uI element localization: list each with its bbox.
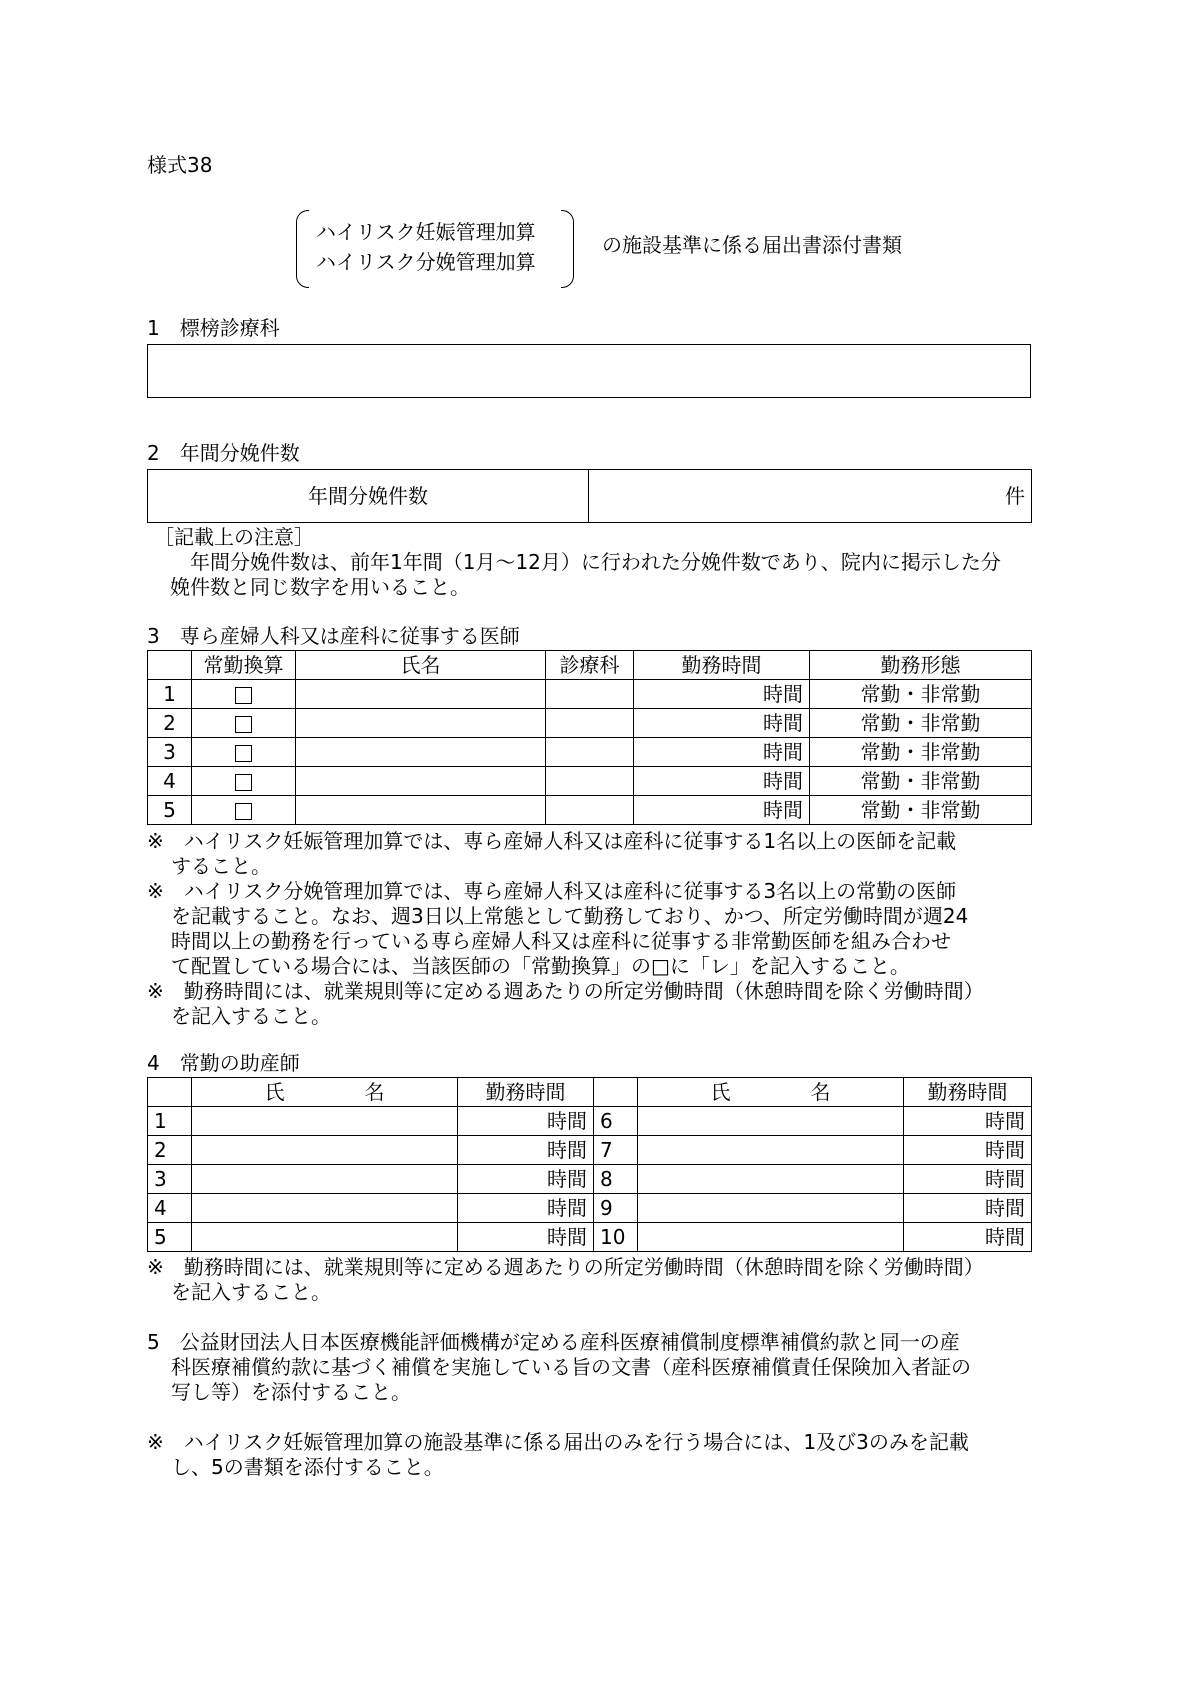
- row-number: 3: [148, 738, 192, 767]
- hours-field[interactable]: [634, 709, 810, 738]
- name-field[interactable]: [192, 1107, 458, 1136]
- annual-deliveries-unit: 件: [1005, 484, 1025, 508]
- section-5-line: 科医療補償約款に基づく補償を実施している旨の文書（産科医療補償責任保険加入者証の: [171, 1355, 971, 1379]
- hours-unit: 時間: [763, 740, 803, 764]
- note-item: [147, 979, 1037, 1029]
- hours-unit: 時間: [547, 1167, 587, 1191]
- physician-table-header: [148, 651, 1032, 680]
- section-4-note: [147, 1255, 1037, 1305]
- hours-field[interactable]: [458, 1107, 594, 1136]
- name-field[interactable]: [296, 738, 546, 767]
- row-number: 10: [594, 1223, 638, 1252]
- section-2-heading: 2 年間分娩件数: [147, 441, 300, 465]
- fte-checkbox[interactable]: [235, 803, 252, 820]
- hours-unit: 時間: [985, 1196, 1025, 1220]
- form-number: 様式38: [147, 153, 213, 177]
- note-line: 娩件数と同じ数字を用いること。: [170, 575, 470, 599]
- hours-field[interactable]: [458, 1165, 594, 1194]
- row-number: 1: [148, 1107, 192, 1136]
- header-name: 氏名: [296, 651, 546, 680]
- hours-field[interactable]: [904, 1223, 1032, 1252]
- note-item: [147, 829, 1037, 879]
- table-row: [148, 1136, 1032, 1165]
- fte-checkbox-cell: [192, 767, 296, 796]
- note-line: すること。: [171, 854, 271, 878]
- name-field[interactable]: [638, 1165, 904, 1194]
- hours-field[interactable]: [634, 738, 810, 767]
- left-bracket: [296, 210, 309, 288]
- note-mark: ※: [147, 879, 164, 903]
- hours-unit: 時間: [763, 798, 803, 822]
- hours-field[interactable]: [904, 1136, 1032, 1165]
- row-number: 6: [594, 1107, 638, 1136]
- section-5-line: 5 公益財団法人日本医療機能評価機構が定める産科医療補償制度標準補償約款と同一の産: [147, 1330, 960, 1354]
- table-row: [148, 709, 1032, 738]
- header-name: 氏 名: [638, 1078, 904, 1107]
- header-department: 診療科: [546, 651, 634, 680]
- header-hours: 勤務時間: [904, 1078, 1032, 1107]
- section-3-heading: 3 専ら産婦人科又は産科に従事する医師: [147, 624, 520, 648]
- note-item: [147, 879, 1037, 979]
- note-line: ハイリスク妊娠管理加算の施設基準に係る届出のみを行う場合には、1及び3のみを記載: [163, 1430, 969, 1454]
- section-3-notes: [147, 829, 1037, 1029]
- row-number: 5: [148, 796, 192, 825]
- header-fte: 常勤換算: [192, 651, 296, 680]
- row-number: 4: [148, 767, 192, 796]
- hours-unit: 時間: [547, 1138, 587, 1162]
- row-number: 3: [148, 1165, 192, 1194]
- note-line: 勤務時間には、就業規則等に定める週あたりの所定労働時間（休憩時間を除く労働時間）: [163, 979, 984, 1003]
- hours-field[interactable]: [904, 1194, 1032, 1223]
- title-line-2: ハイリスク分娩管理加算: [316, 250, 536, 274]
- notes-heading: ［記載上の注意］: [154, 525, 314, 549]
- hours-field[interactable]: [904, 1107, 1032, 1136]
- department-cell[interactable]: [546, 738, 634, 767]
- hours-unit: 時間: [763, 769, 803, 793]
- name-field[interactable]: [192, 1136, 458, 1165]
- note-mark: ※: [147, 979, 164, 1003]
- employment-type[interactable]: 常勤・非常勤: [810, 709, 1032, 738]
- row-number: 2: [148, 1136, 192, 1165]
- header-no: [148, 651, 192, 680]
- hours-unit: 時間: [547, 1109, 587, 1133]
- annual-deliveries-field[interactable]: [589, 470, 1032, 523]
- fte-checkbox[interactable]: [235, 745, 252, 762]
- note-mark: ※: [147, 829, 164, 853]
- note-line: 勤務時間には、就業規則等に定める週あたりの所定労働時間（休憩時間を除く労働時間）: [163, 1255, 984, 1279]
- name-field[interactable]: [638, 1136, 904, 1165]
- table-row: [148, 796, 1032, 825]
- row-number: 8: [594, 1165, 638, 1194]
- final-note: [147, 1430, 1037, 1480]
- row-number: 1: [148, 680, 192, 709]
- name-field[interactable]: [192, 1223, 458, 1252]
- hours-unit: 時間: [547, 1196, 587, 1220]
- section-4-heading: 4 常勤の助産師: [147, 1051, 300, 1075]
- hours-field[interactable]: [634, 796, 810, 825]
- note-line: し、5の書類を添付すること。: [171, 1455, 444, 1479]
- fte-checkbox[interactable]: [235, 687, 252, 704]
- hours-field[interactable]: [458, 1194, 594, 1223]
- hours-unit: 時間: [985, 1109, 1025, 1133]
- table-row: [148, 1194, 1032, 1223]
- hours-unit: 時間: [547, 1225, 587, 1249]
- section-2-note: [170, 550, 1040, 600]
- name-field[interactable]: [296, 680, 546, 709]
- note-mark: ※: [147, 1430, 164, 1454]
- header-hours: 勤務時間: [634, 651, 810, 680]
- note-line: を記入すること。: [171, 1004, 331, 1028]
- section-5: [147, 1330, 1037, 1405]
- department-field[interactable]: [147, 344, 1031, 398]
- department-cell[interactable]: [546, 709, 634, 738]
- name-field[interactable]: [296, 709, 546, 738]
- note-line: て配置している場合には、当該医師の「常勤換算」の□に「レ」を記入すること。: [171, 954, 910, 978]
- fte-checkbox-cell: [192, 680, 296, 709]
- hours-unit: 時間: [763, 711, 803, 735]
- department-cell[interactable]: [546, 680, 634, 709]
- title-line-1: ハイリスク妊娠管理加算: [316, 220, 536, 244]
- title-bracket-group: [296, 210, 574, 286]
- table-row: [148, 1107, 1032, 1136]
- physician-table: [147, 650, 1032, 825]
- header-blank: [594, 1078, 638, 1107]
- employment-type[interactable]: 常勤・非常勤: [810, 767, 1032, 796]
- note-line: 年間分娩件数は、前年1年間（1月～12月）に行われた分娩件数であり、院内に掲示した分: [170, 550, 1001, 574]
- employment-type[interactable]: 常勤・非常勤: [810, 738, 1032, 767]
- fte-checkbox-cell: [192, 796, 296, 825]
- midwife-table-header: [148, 1078, 1032, 1107]
- department-cell[interactable]: [546, 767, 634, 796]
- note-line: ハイリスク分娩管理加算では、専ら産婦人科又は産科に従事する3名以上の常勤の医師: [163, 879, 957, 903]
- hours-unit: 時間: [985, 1225, 1025, 1249]
- section-1-heading: 1 標榜診療科: [147, 316, 280, 340]
- note-line: を記載すること。なお、週3日以上常態として勤務しており、かつ、所定労働時間が週24: [171, 904, 969, 928]
- hours-field[interactable]: [634, 680, 810, 709]
- header-hours: 勤務時間: [458, 1078, 594, 1107]
- hours-unit: 時間: [985, 1167, 1025, 1191]
- table-row: [148, 767, 1032, 796]
- row-number: 9: [594, 1194, 638, 1223]
- header-blank: [148, 1078, 192, 1107]
- name-field[interactable]: [192, 1194, 458, 1223]
- note-line: を記入すること。: [171, 1280, 331, 1304]
- annual-deliveries-table: [147, 469, 1032, 523]
- fte-checkbox-cell: [192, 709, 296, 738]
- table-row: [148, 738, 1032, 767]
- row-number: 2: [148, 709, 192, 738]
- midwife-table: [147, 1077, 1032, 1252]
- table-row: [148, 680, 1032, 709]
- name-field[interactable]: [296, 796, 546, 825]
- fte-checkbox-cell: [192, 738, 296, 767]
- table-row: [148, 1165, 1032, 1194]
- table-row: [148, 1223, 1032, 1252]
- name-field[interactable]: [638, 1223, 904, 1252]
- hours-field[interactable]: [634, 767, 810, 796]
- fte-checkbox[interactable]: [235, 716, 252, 733]
- name-field[interactable]: [192, 1165, 458, 1194]
- hours-field[interactable]: [458, 1136, 594, 1165]
- note-line: ハイリスク妊娠管理加算では、専ら産婦人科又は産科に従事する1名以上の医師を記載: [163, 829, 957, 853]
- header-name: 氏 名: [192, 1078, 458, 1107]
- hours-field[interactable]: [904, 1165, 1032, 1194]
- header-employment-type: 勤務形態: [810, 651, 1032, 680]
- row-number: 4: [148, 1194, 192, 1223]
- annual-deliveries-label: 年間分娩件数: [148, 470, 589, 523]
- hours-unit: 時間: [985, 1138, 1025, 1162]
- row-number: 7: [594, 1136, 638, 1165]
- fte-checkbox[interactable]: [235, 774, 252, 791]
- section-5-line: 写し等）を添付すること。: [171, 1380, 411, 1404]
- row-number: 5: [148, 1223, 192, 1252]
- name-field[interactable]: [638, 1194, 904, 1223]
- hours-field[interactable]: [458, 1223, 594, 1252]
- department-cell[interactable]: [546, 796, 634, 825]
- name-field[interactable]: [638, 1107, 904, 1136]
- note-mark: ※: [147, 1255, 164, 1279]
- employment-type[interactable]: 常勤・非常勤: [810, 796, 1032, 825]
- name-field[interactable]: [296, 767, 546, 796]
- right-bracket: [561, 210, 574, 288]
- hours-unit: 時間: [763, 682, 803, 706]
- employment-type[interactable]: 常勤・非常勤: [810, 680, 1032, 709]
- title-suffix: の施設基準に係る届出書添付書類: [602, 233, 902, 257]
- note-line: 時間以上の勤務を行っている専ら産婦人科又は産科に従事する非常勤医師を組み合わせ: [171, 929, 951, 953]
